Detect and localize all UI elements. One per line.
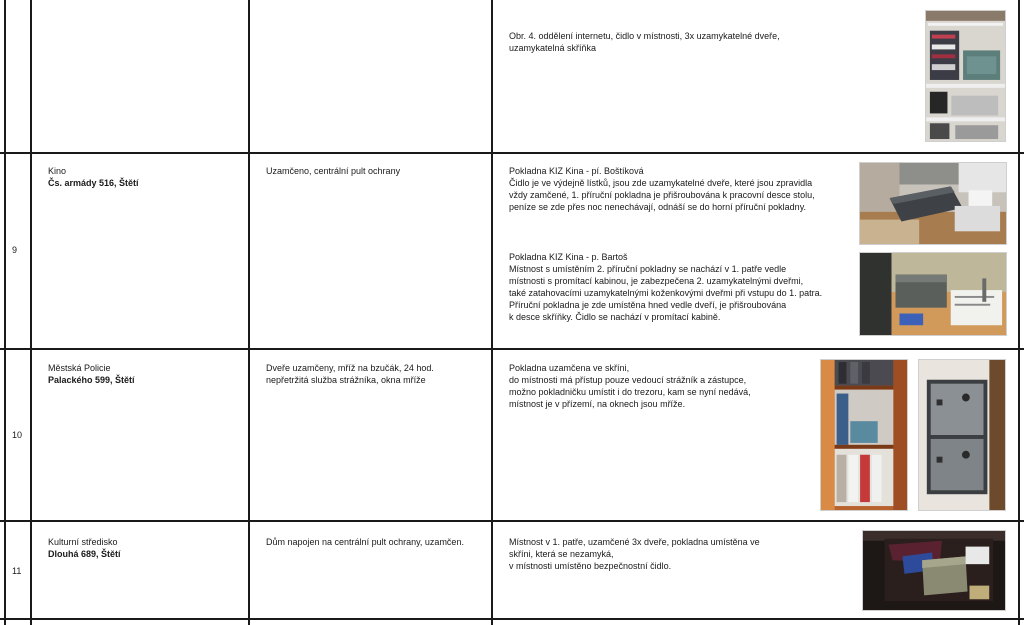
- description-line: Místnost v 1. patře, uzamčené 3x dveře, pokladna umístěna ve: [509, 537, 760, 547]
- description-line: do místnosti má přístup pouze vedoucí strážník a zástupce,: [509, 375, 747, 385]
- location-address: Palackého 599, Štětí: [48, 375, 135, 385]
- description-line: skříni, která se nezamyká,: [509, 549, 614, 559]
- location-address: Čs. armády 516, Štětí: [48, 178, 139, 188]
- row-divider-1: [0, 152, 1024, 154]
- location-cell: [48, 165, 139, 189]
- description-line: peníze se zde přes noc nenechávají, odnáší se do horní příruční pokladny.: [509, 202, 807, 212]
- column-divider-2: [248, 0, 250, 625]
- row-number: 9: [12, 245, 18, 255]
- description-line: v místnosti umístěno bezpečnostní čidlo.: [509, 561, 672, 571]
- description-line: vždy zamčené, 1. příruční pokladna je přišroubována k pracovní desce stolu,: [509, 190, 815, 200]
- projection-room-cashbox-photo: [859, 252, 1007, 336]
- ticket-office-cashbox-photo: [859, 162, 1007, 245]
- description-line: možno pokladničku umístit i do trezoru, kam se nyní nedává,: [509, 387, 751, 397]
- wall-safe-photo: [918, 359, 1006, 511]
- column-divider-3: [491, 0, 493, 625]
- description-cell: [509, 362, 751, 410]
- location-name: Městská Policie: [48, 363, 111, 373]
- cashbox-in-cabinet-photo: [862, 530, 1006, 611]
- row-divider-4: [0, 618, 1024, 620]
- description-line: Obr. 4. oddělení internetu, čidlo v místnosti, 3x uzamykatelné dveře,: [509, 31, 780, 41]
- description-line: místnosti s promítací kabinou, je zabezpečena 2. uzamykatelnými dveřmi,: [509, 276, 804, 286]
- cabinet-shelves-photo: [925, 10, 1006, 142]
- description-line: uzamykatelná skříňka: [509, 43, 597, 53]
- description-line: Příruční pokladna je zde umístěna hned vedle dveří, je přišroubována: [509, 300, 787, 310]
- description-line: Pokladna uzamčena ve skříni,: [509, 363, 630, 373]
- description-cell: [509, 536, 760, 572]
- location-address: Dlouhá 689, Štětí: [48, 549, 121, 559]
- description-cell: [509, 165, 815, 213]
- security-line: Dveře uzamčeny, mříž na bzučák, 24 hod.: [266, 363, 434, 373]
- table-border-left: [4, 0, 6, 625]
- security-line: nepřetržitá služba strážníka, okna mříže: [266, 375, 426, 385]
- description-line: Pokladna KIZ Kina - p. Bartoš: [509, 252, 628, 262]
- description-line: také zatahovacími uzamykatelnými koženkovými dveřmi při vstupu do 1. patra.: [509, 288, 823, 298]
- row-number: 11: [12, 566, 22, 576]
- binder-cabinet-photo: [820, 359, 908, 511]
- security-cell: Dům napojen na centrální pult ochrany, uzamčen.: [266, 537, 464, 547]
- row-divider-2: [0, 348, 1024, 350]
- description-cell: [509, 251, 822, 323]
- column-divider-1: [30, 0, 32, 625]
- security-cell: [266, 362, 434, 386]
- description-line: Čidlo je ve výdejně lístků, jsou zde uzamykatelné dveře, které jsou zpravidla: [509, 178, 813, 188]
- row-divider-3: [0, 520, 1024, 522]
- description-line: Pokladna KIZ Kina - pí. Boštíková: [509, 166, 644, 176]
- location-cell: [48, 362, 135, 386]
- description-line: k desce skříňky. Čidlo se nachází v promítací kabině.: [509, 312, 721, 322]
- location-cell: [48, 536, 121, 560]
- description-line: Místnost s umístěním 2. příruční pokladny se nachází v 1. patře vedle: [509, 264, 787, 274]
- security-cell: Uzamčeno, centrální pult ochrany: [266, 166, 401, 176]
- row-number: 10: [12, 430, 23, 440]
- location-name: Kino: [48, 166, 67, 176]
- description-line: místnost je v přízemí, na oknech jsou mříže.: [509, 399, 686, 409]
- table-border-right: [1018, 0, 1020, 625]
- location-name: Kulturní středisko: [48, 537, 118, 547]
- description-cell: [509, 30, 780, 54]
